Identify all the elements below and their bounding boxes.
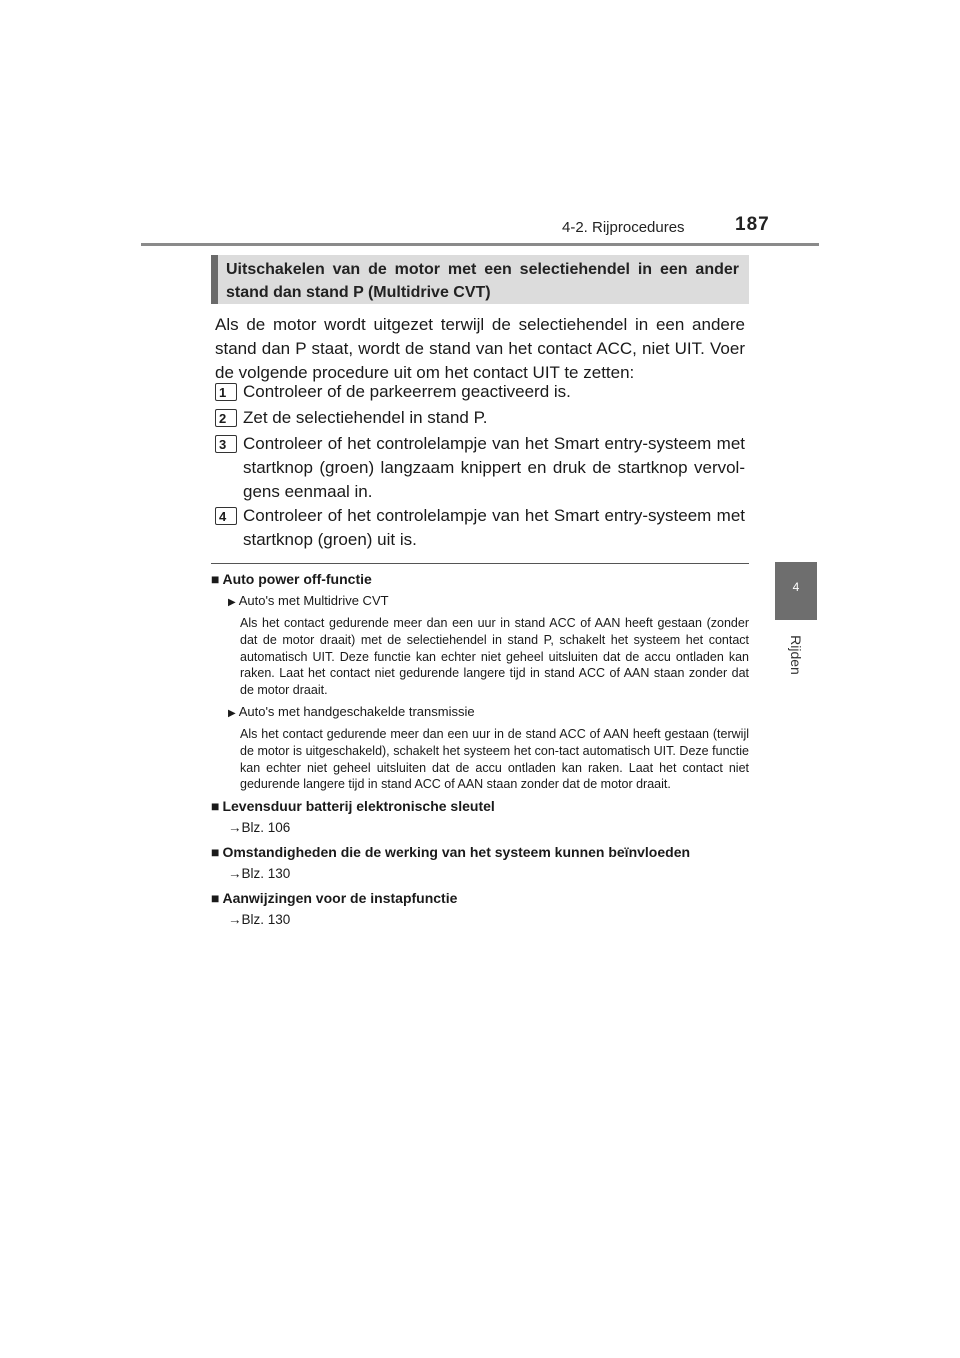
chapter-label-wrap: [775, 625, 817, 685]
step-number-badge: 3: [215, 435, 237, 453]
triangle-bullet-icon: ▶: [228, 707, 236, 719]
note-heading: ■ Levensduur batterij elektronische sleutel: [211, 798, 495, 815]
chapter-label: Rijden: [788, 635, 804, 675]
arrow-right-icon: →: [228, 820, 242, 836]
arrow-right-icon: →: [228, 912, 242, 928]
section-title: 4-2. Rijprocedures: [562, 219, 685, 236]
step-text: Zet de selectiehendel in stand P.: [243, 408, 488, 427]
step-number-badge: 4: [215, 507, 237, 525]
header-rule: [141, 243, 819, 246]
page-reference: →Blz. 130: [228, 912, 291, 928]
note-heading: ■ Aanwijzingen voor de instapfunctie: [211, 890, 458, 907]
intro-paragraph: Als de motor wordt uitgezet terwijl de selectiehendel in een andere stand dan P staat, wordt de stand van het contact ACC, niet UIT. Voer de volgende procedure uit om het contact UIT te zetten:: [215, 315, 745, 382]
square-bullet-icon: ■: [211, 798, 220, 815]
step-number-badge: 2: [215, 409, 237, 427]
step-number-badge: 1: [215, 383, 237, 401]
step-text: Controleer of de parkeerrem geactiveerd is.: [243, 382, 571, 401]
square-bullet-icon: ■: [211, 571, 220, 587]
square-bullet-icon: ■: [211, 890, 220, 907]
triangle-bullet-icon: ▶: [228, 597, 236, 608]
page-reference: →Blz. 130: [228, 866, 291, 882]
note-body: Als het contact gedurende meer dan een uur in stand ACC of AAN heeft gestaan (zonder dat de motor draait) met de selectiehendel in stand P, schakelt het systeem het contact automatisch UIT. Deze functie kan echter niet geheel uitsluiten dat de accu ontladen kan raken. Laat het contact niet gedurende langere tijd in stand ACC of AAN staan zonder dat de motor draait.: [240, 616, 749, 698]
note-heading: ■ Omstandigheden die de werking van het systeem kunnen beïnvloeden: [211, 844, 691, 861]
note-subheading: ▶ Auto's met handgeschakelde transmissie: [228, 703, 475, 719]
step-text: Controleer of het controlelampje van het Smart entry-systeem met startknop (groen) langzaam knippert en druk de startknop vervol-gens eenmaal in.: [243, 434, 745, 501]
section-divider: [211, 563, 749, 564]
procedure-title: Uitschakelen van de motor met een selectiehendel in een ander stand dan stand P (Multidrive CVT): [226, 261, 739, 301]
chapter-tab: [775, 562, 817, 620]
notes-section: [211, 570, 751, 935]
note-body: Als het contact gedurende meer dan een uur in de stand ACC of AAN heeft gestaan (terwijl de motor is uitgeschakeld), schakelt het systeem het con-tact automatisch UIT. Deze functie kan echter niet geheel uitsluiten dat de accu ontladen kan raken. Laat het contact niet gedurende langere tijd in stand ACC of AAN staan zonder dat de motor draait.: [240, 726, 749, 792]
procedure-title-box: [211, 255, 749, 304]
note-subheading: ▶ Auto's met Multidrive CVT: [228, 593, 389, 608]
arrow-right-icon: →: [228, 866, 242, 882]
page-reference: →Blz. 106: [228, 820, 291, 836]
square-bullet-icon: ■: [211, 844, 220, 861]
step-text: Controleer of het controlelampje van het Smart entry-systeem met startknop (groen) uit is.: [243, 506, 745, 549]
chapter-number: 4: [792, 580, 800, 594]
note-heading: ■ Auto power off-functie: [211, 571, 372, 587]
page-number: 187: [735, 214, 770, 235]
